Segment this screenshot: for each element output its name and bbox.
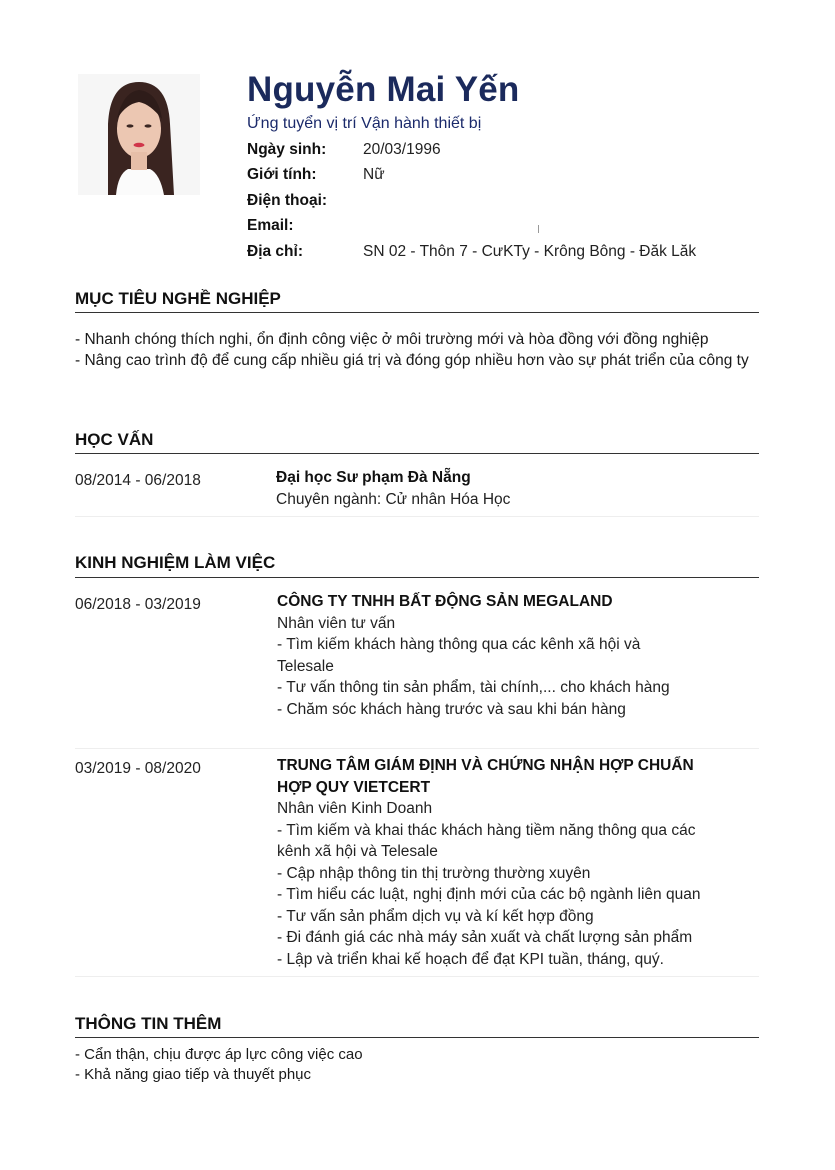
school-name: Đại học Sư phạm Đà Nẵng xyxy=(276,469,471,486)
info-label: Ngày sinh: xyxy=(247,141,327,158)
objective-content xyxy=(75,329,765,371)
section-divider xyxy=(75,1037,759,1038)
education-entry xyxy=(276,467,746,510)
objective-line: - Nâng cao trình độ để cung cấp nhiều giá trị và đóng góp nhiều hơn vào sự phát triển của công ty xyxy=(75,352,749,369)
section-title-experience: KINH NGHIỆM LÀM VIỆC xyxy=(75,553,276,572)
job-task: - Tìm kiếm khách hàng thông qua các kênh xã hội và Telesale xyxy=(277,636,641,675)
section-title-education: HỌC VẤN xyxy=(75,430,154,449)
entry-divider xyxy=(75,516,759,517)
entry-divider xyxy=(75,748,759,749)
info-label: Điện thoại: xyxy=(247,192,328,209)
job-task: - Tư vấn sản phẩm dịch vụ và kí kết hợp đồng xyxy=(277,907,594,925)
experience-date: 06/2018 - 03/2019 xyxy=(75,596,201,613)
job-role: Nhân viên tư vấn xyxy=(277,614,396,632)
job-task: - Cập nhập thông tin thị trường thường xuyên xyxy=(277,864,591,882)
info-label: Giới tính: xyxy=(247,166,317,183)
section-divider xyxy=(75,453,759,454)
company-name: TRUNG TÂM GIÁM ĐỊNH VÀ CHỨNG NHẬN HỢP CHUẨN HỢP QUY VIETCERT xyxy=(277,757,694,796)
job-task: - Tìm hiểu các luật, nghị định mới của các bộ ngành liên quan xyxy=(277,886,701,903)
job-task: - Lập và triển khai kế hoạch để đạt KPI tuần, tháng, quý. xyxy=(277,950,664,968)
section-divider xyxy=(75,577,759,578)
section-title-objective: MỤC TIÊU NGHỀ NGHIỆP xyxy=(75,289,281,308)
experience-date: 03/2019 - 08/2020 xyxy=(75,760,201,777)
job-task: - Tư vấn thông tin sản phẩm, tài chính,... cho khách hàng xyxy=(277,679,670,696)
education-date: 08/2014 - 06/2018 xyxy=(75,472,201,489)
job-role: Nhân viên Kinh Doanh xyxy=(277,800,433,817)
job-task: - Chăm sóc khách hàng trước và sau khi bán hàng xyxy=(277,700,626,718)
info-value: 20/03/1996 xyxy=(363,141,441,158)
job-task: - Tìm kiếm và khai thác khách hàng tiềm năng thông qua các kênh xã hội và Telesale xyxy=(277,821,696,860)
section-divider xyxy=(75,312,759,313)
info-value: SN 02 - Thôn 7 - CưKTy - Krông Bông - Đăk Lăk xyxy=(363,243,697,260)
additional-line: - Khả năng giao tiếp và thuyết phục xyxy=(75,1066,312,1083)
email-placeholder-mark xyxy=(538,225,539,233)
job-task: - Đi đánh giá các nhà máy sản xuất và chất lượng sản phẩm xyxy=(277,929,693,946)
additional-content xyxy=(75,1045,765,1085)
experience-entry xyxy=(277,755,722,970)
person-photo-icon xyxy=(78,74,200,195)
entry-divider xyxy=(75,976,759,977)
candidate-name: Nguyễn Mai Yến xyxy=(247,70,520,109)
section-title-additional: THÔNG TIN THÊM xyxy=(75,1014,222,1033)
applied-position: Ứng tuyển vị trí Vận hành thiết bị xyxy=(247,115,482,132)
major: Chuyên ngành: Cử nhân Hóa Học xyxy=(276,490,511,508)
experience-entry xyxy=(277,591,677,720)
info-label: Email: xyxy=(247,217,294,234)
company-name: CÔNG TY TNHH BẤT ĐỘNG SẢN MEGALAND xyxy=(277,593,613,610)
portrait-photo xyxy=(78,74,200,195)
info-value: Nữ xyxy=(363,166,385,183)
objective-line: - Nhanh chóng thích nghi, ổn định công việc ở môi trường mới và hòa đồng với đồng nghiệp xyxy=(75,331,709,348)
additional-line: - Cẩn thận, chịu được áp lực công việc cao xyxy=(75,1046,363,1063)
info-label: Địa chỉ: xyxy=(247,243,303,260)
